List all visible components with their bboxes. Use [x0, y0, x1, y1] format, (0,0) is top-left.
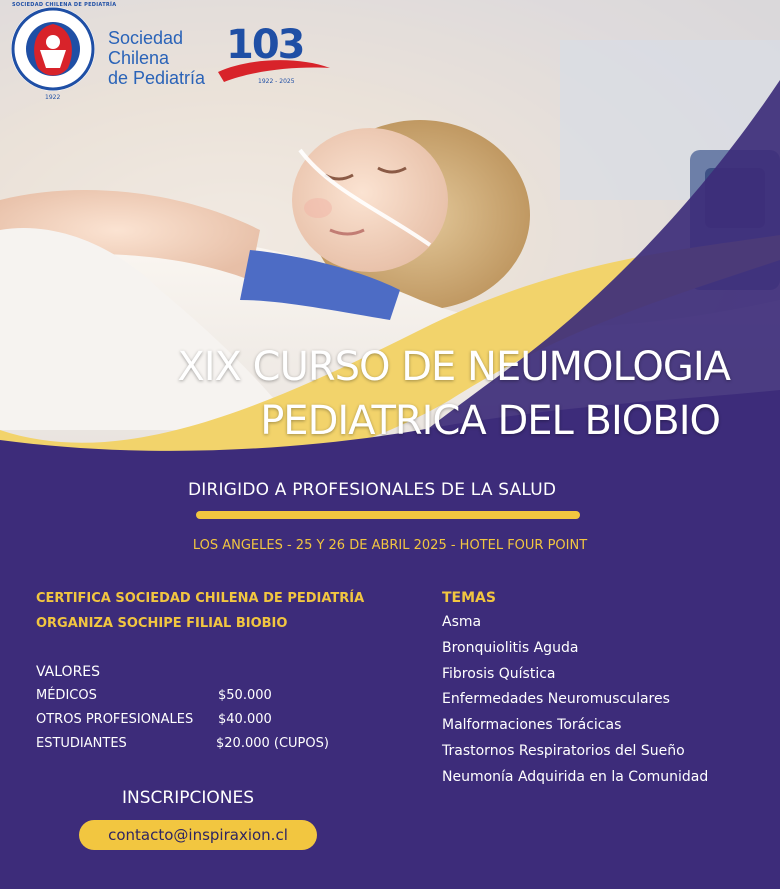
- topics-column: [442, 586, 762, 791]
- price-row: [36, 708, 396, 732]
- info-column: [36, 586, 396, 756]
- price-label: MÉDICOS: [36, 688, 97, 703]
- gold-underline: [196, 511, 580, 519]
- certifica-text: CERTIFICA SOCIEDAD CHILENA DE PEDIATRÍA: [36, 591, 365, 606]
- anniversary-number: 103: [226, 22, 304, 68]
- header: [0, 0, 780, 110]
- price-value: $50.000: [218, 688, 272, 703]
- society-logo: [10, 6, 96, 92]
- org-name: [108, 28, 205, 88]
- anniversary-years: 1922 - 2025: [258, 78, 295, 85]
- temas-title: TEMAS: [442, 590, 496, 606]
- topic-item: Asma: [442, 614, 482, 630]
- price-row: [36, 684, 396, 708]
- course-title-line-2: PEDIATRICA DEL BIOBIO: [260, 398, 720, 444]
- org-name-line-1: Sociedad: [108, 28, 184, 48]
- course-title-line-1: XIX CURSO DE NEUMOLOGIA: [177, 344, 730, 390]
- contact-email-button[interactable]: contacto@inspiraxion.cl: [79, 820, 317, 850]
- logo-year: 1922: [45, 94, 61, 101]
- price-value: $40.000: [218, 712, 272, 727]
- anniversary-badge: [218, 22, 330, 94]
- venue-date-text: LOS ANGELES - 25 Y 26 DE ABRIL 2025 - HOTEL FOUR POINT: [192, 538, 588, 553]
- topic-item: Neumonía Adquirida en la Comunidad: [442, 768, 709, 785]
- topic-item: Trastornos Respiratorios del Sueño: [442, 742, 685, 759]
- price-label: ESTUDIANTES: [36, 736, 127, 751]
- audience-text: DIRIGIDO A PROFESIONALES DE LA SALUD: [188, 480, 557, 500]
- organiza-text: ORGANIZA SOCHIPE FILIAL BIOBIO: [36, 616, 288, 631]
- inscripciones-heading: INSCRIPCIONES: [122, 788, 254, 808]
- org-name-line-3: de Pediatría: [108, 68, 206, 88]
- topic-item: Bronquiolitis Aguda: [442, 639, 579, 656]
- price-row: [36, 732, 396, 756]
- valores-title: VALORES: [36, 664, 101, 680]
- price-label: OTROS PROFESIONALES: [36, 712, 194, 727]
- price-value: $20.000 (CUPOS): [216, 736, 329, 751]
- topic-item: Enfermedades Neuromusculares: [442, 691, 670, 708]
- topics-list: [442, 610, 762, 791]
- topic-item: Malformaciones Torácicas: [442, 717, 622, 734]
- org-name-line-2: Chilena: [108, 48, 170, 68]
- topic-item: Fibrosis Quística: [442, 665, 556, 682]
- logo-ring-text: SOCIEDAD CHILENA DE PEDIATRÍA: [12, 2, 117, 8]
